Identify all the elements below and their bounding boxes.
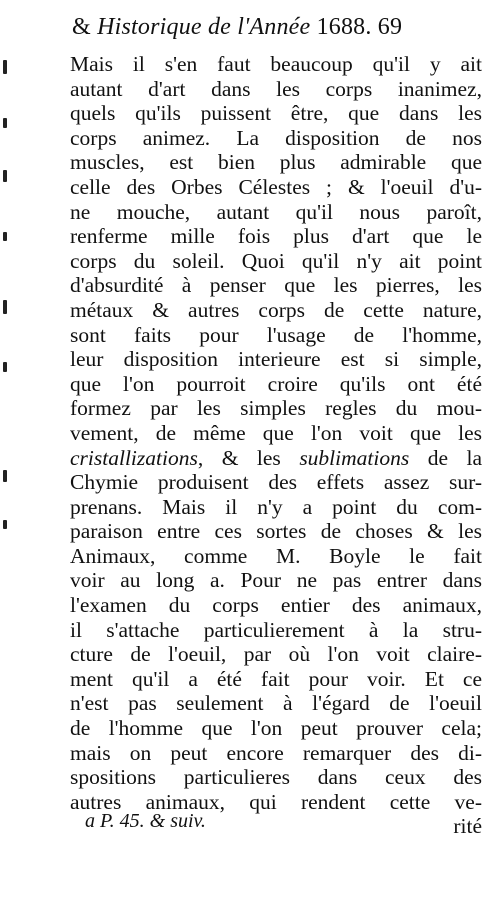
text-line: Animaux, comme M. Boyle le fait: [70, 543, 482, 568]
header-title: Historique de l'Année: [97, 14, 311, 40]
page-gutter: [0, 0, 14, 900]
catchword: rité: [453, 814, 482, 839]
text-line: corps du soleil. Quoi qu'il n'y ait point: [70, 248, 482, 273]
text-line: d'absurdité à penser que les pierres, les: [70, 273, 482, 298]
text-line: leur disposition interieure est si simple,: [70, 347, 482, 372]
text-line: muscles, est bien plus admirable que: [70, 150, 482, 175]
text-fragment: , & les: [197, 445, 281, 470]
text-line: formez par les simples regles du mou-: [70, 396, 482, 421]
text-line: vement, de même que l'on voit que les: [70, 420, 482, 445]
running-header: [72, 14, 482, 41]
text-line: quels qu'ils puissent être, que dans les: [70, 101, 482, 126]
text-line: de l'homme que l'on peut prouver cela;: [70, 716, 482, 741]
text-line: prenans. Mais il n'y a point du com-: [70, 494, 482, 519]
text-line: l'examen du corps entier des animaux,: [70, 593, 482, 618]
text-line: métaux & autres corps de cette nature,: [70, 297, 482, 322]
italic-term: sublimations: [299, 445, 410, 470]
text-line: ment qu'il a été fait pour voir. Et ce: [70, 666, 482, 691]
header-prefix: &: [72, 14, 91, 40]
text-line: renferme mille fois plus d'art que le: [70, 224, 482, 249]
page-number: 69: [377, 14, 403, 40]
text-line: ne mouche, autant qu'il nous paroît,: [70, 199, 482, 224]
text-line: mais on peut encore remarquer des di-: [70, 740, 482, 765]
text-line: il s'attache particulierement à la stru-: [70, 617, 482, 642]
text-line: que l'on pourroit croire qu'ils ont été: [70, 371, 482, 396]
text-line: cture de l'oeuil, par où l'on voit claire-: [70, 642, 482, 667]
text-fragment: de la: [427, 445, 483, 470]
text-line: n'est pas seulement à l'égard de l'oeuil: [70, 691, 482, 716]
text-line: celle des Orbes Célestes ; & l'oeuil d'u-: [70, 174, 482, 199]
text-line: paraison entre ces sortes de choses & les: [70, 519, 482, 544]
text-line: voir au long a. Pour ne pas entrer dans: [70, 568, 482, 593]
text-line: autres animaux, qui rendent cette ve-: [70, 789, 482, 814]
text-line: spositions particulieres dans ceux des: [70, 765, 482, 790]
italic-term: cristallizations: [70, 445, 198, 470]
text-line: sont faits pour l'usage de l'homme,: [70, 322, 482, 347]
text-line: autant d'art dans les corps inanimez,: [70, 76, 482, 101]
header-year: 1688.: [316, 14, 372, 40]
text-line: Mais il s'en faut beaucoup qu'il y ait: [70, 52, 482, 76]
footnote: a P. 45. & suiv.: [85, 810, 206, 832]
text-line: Chymie produisent des effets assez sur-: [70, 470, 482, 495]
body-text: [70, 52, 482, 839]
text-line-mixed: [70, 446, 482, 471]
text-line: corps animez. La disposition de nos: [70, 125, 482, 150]
